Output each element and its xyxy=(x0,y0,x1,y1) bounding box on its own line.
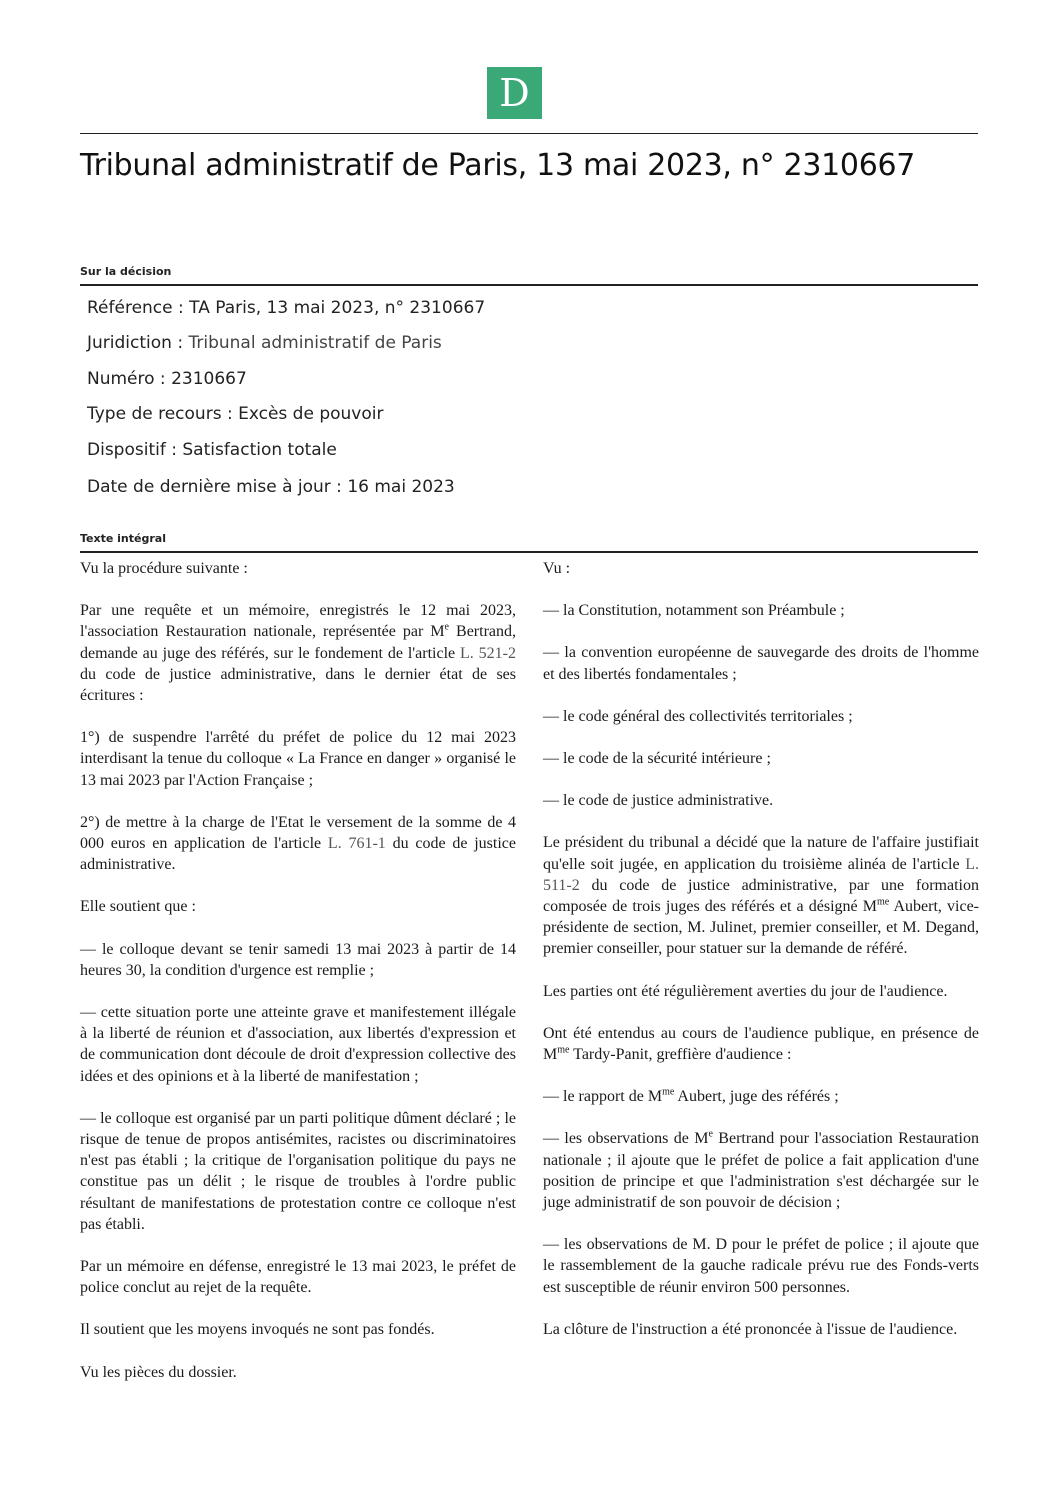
paragraph: — la convention européenne de sauvegarde des droits de l'homme et des libertés fondamentales ; xyxy=(543,644,979,683)
paragraph: Elle soutient que : xyxy=(80,898,196,916)
paragraph: — la Constitution, notamment son Préambule ; xyxy=(543,602,845,620)
meta-value: Excès de pouvoir xyxy=(238,404,384,424)
meta-value: TA Paris, 13 mai 2023, n° 2310667 xyxy=(189,298,486,318)
meta-numero xyxy=(87,369,247,389)
paragraph: — le rapport de $M^{me}$ Aubert, juge des référés ; xyxy=(543,1086,839,1106)
paragraph: Le président du tribunal a décidé que la nature de l'affaire justifiait qu'elle soit jugée, en application du troisième alinéa de l'article L. 511-2 du code de justice administrative, par une formation composée de trois juges des référés et a désigné $M^{me}$ Aubert, vice-présidente de section, M. Julinet, premier conseiller, et M. Degand, premier conseiller, pour statuer sur la demande de référé. xyxy=(543,834,980,958)
article-link[interactable]: L. 511-2 xyxy=(543,855,979,894)
paragraph: — le colloque est organisé par un parti politique dûment déclaré ; le risque de tenue de propos antisémites, racistes ou discriminatoires n'est pas établi ; la critique de l'organisation politique du pays ne constitue pas un délit ; le risque de troubles à l'ordre public résultant de manifestations de protestation contre ce colloque n'est pas établi. xyxy=(80,1109,516,1233)
paragraph: Ont été entendus au cours de l'audience publique, en présence de $M^{me}$ Tardy-Panit, greffière d'audience : xyxy=(543,1024,979,1064)
meta-label: Numéro : xyxy=(87,369,166,389)
paragraph: Vu les pièces du dossier. xyxy=(80,1363,237,1381)
meta-reference xyxy=(87,298,485,318)
meta-value: 16 mai 2023 xyxy=(347,477,455,497)
paragraph: Les parties ont été régulièrement averties du jour de l'audience. xyxy=(543,982,948,1000)
meta-label: Date de dernière mise à jour : xyxy=(87,477,342,497)
article-link[interactable]: L. 761-1 xyxy=(327,835,386,853)
section-divider-texte xyxy=(80,551,978,553)
section-divider-decision xyxy=(80,284,978,286)
paragraph: Vu : xyxy=(543,560,571,577)
meta-date-maj xyxy=(87,477,455,497)
meta-label: Dispositif : xyxy=(87,440,177,460)
paragraph: — le colloque devant se tenir samedi 13 mai 2023 à partir de 14 heures 30, la condition d'urgence est remplie ; xyxy=(80,940,516,979)
paragraph: — le code général des collectivités territoriales ; xyxy=(543,707,853,725)
paragraph: 2°) de mettre à la charge de l'Etat le versement de la somme de 4 000 euros en application de l'article L. 761-1 du code de justice administrative. xyxy=(80,813,516,874)
meta-label: Juridiction : xyxy=(87,333,184,353)
paragraph: 1°) de suspendre l'arrêté du préfet de police du 12 mai 2023 interdisant la tenue du colloque « La France en danger » organisé le 13 mai 2023 par l'Action Française ; xyxy=(80,729,516,789)
paragraph: — cette situation porte une atteinte grave et manifestement illégale à la liberté de réunion et d'association, aux libertés d'expression et de communication dont découle de droit d'expression collective des idées et des opinions et à la liberté de manifestation ; xyxy=(80,1004,516,1085)
article-link[interactable]: L. 521-2 xyxy=(460,644,516,662)
logo: D xyxy=(487,67,542,119)
meta-dispositif xyxy=(87,440,337,460)
paragraph: Vu la procédure suivante : xyxy=(80,560,248,577)
juridiction-link[interactable]: Tribunal administratif de Paris xyxy=(188,333,442,353)
paragraph: — les observations de Me Bertrand pour l'association Restauration nationale ; il ajoute que le préfet de police a fait application d'une position de principe et que l'administration s'est déchargée sur le juge administratif de son pouvoir de décision ; xyxy=(543,1129,979,1212)
paragraph: Par un mémoire en défense, enregistré le 13 mai 2023, le préfet de police conclut au rejet de la requête. xyxy=(80,1258,516,1297)
text-column-right xyxy=(543,558,979,1361)
paragraph: — les observations de M. D pour le préfet de police ; il ajoute que le rassemblement de la gauche radicale prévu rue des Fonds-verts est susceptible de réunir environ 500 personnes. xyxy=(543,1236,979,1296)
paragraph: Par une requête et un mémoire, enregistrés le 12 mai 2023, l'association Restauration nationale, représentée par Me Bertrand, demande au juge des référés, sur le fondement de l'article L. 521-2 du code de justice administrative, dans le dernier état de ses écritures : xyxy=(80,602,516,705)
meta-juridiction xyxy=(87,333,442,353)
section-heading-decision: Sur la décision xyxy=(80,265,172,278)
top-divider xyxy=(80,133,978,134)
meta-label: Type de recours : xyxy=(87,404,233,424)
paragraph: — le code de la sécurité intérieure ; xyxy=(543,750,771,768)
page-title: Tribunal administratif de Paris, 13 mai 2023, n° 2310667 xyxy=(80,148,916,183)
meta-type-recours xyxy=(87,404,383,424)
paragraph: Il soutient que les moyens invoqués ne sont pas fondés. xyxy=(80,1321,435,1339)
text-column-left xyxy=(80,558,516,1404)
paragraph: — le code de justice administrative. xyxy=(543,792,774,810)
section-heading-texte: Texte intégral xyxy=(80,532,166,545)
paragraph: La clôture de l'instruction a été prononcée à l'issue de l'audience. xyxy=(543,1320,958,1338)
meta-label: Référence : xyxy=(87,298,184,318)
meta-value: Satisfaction totale xyxy=(182,440,337,460)
meta-value: 2310667 xyxy=(171,369,247,389)
